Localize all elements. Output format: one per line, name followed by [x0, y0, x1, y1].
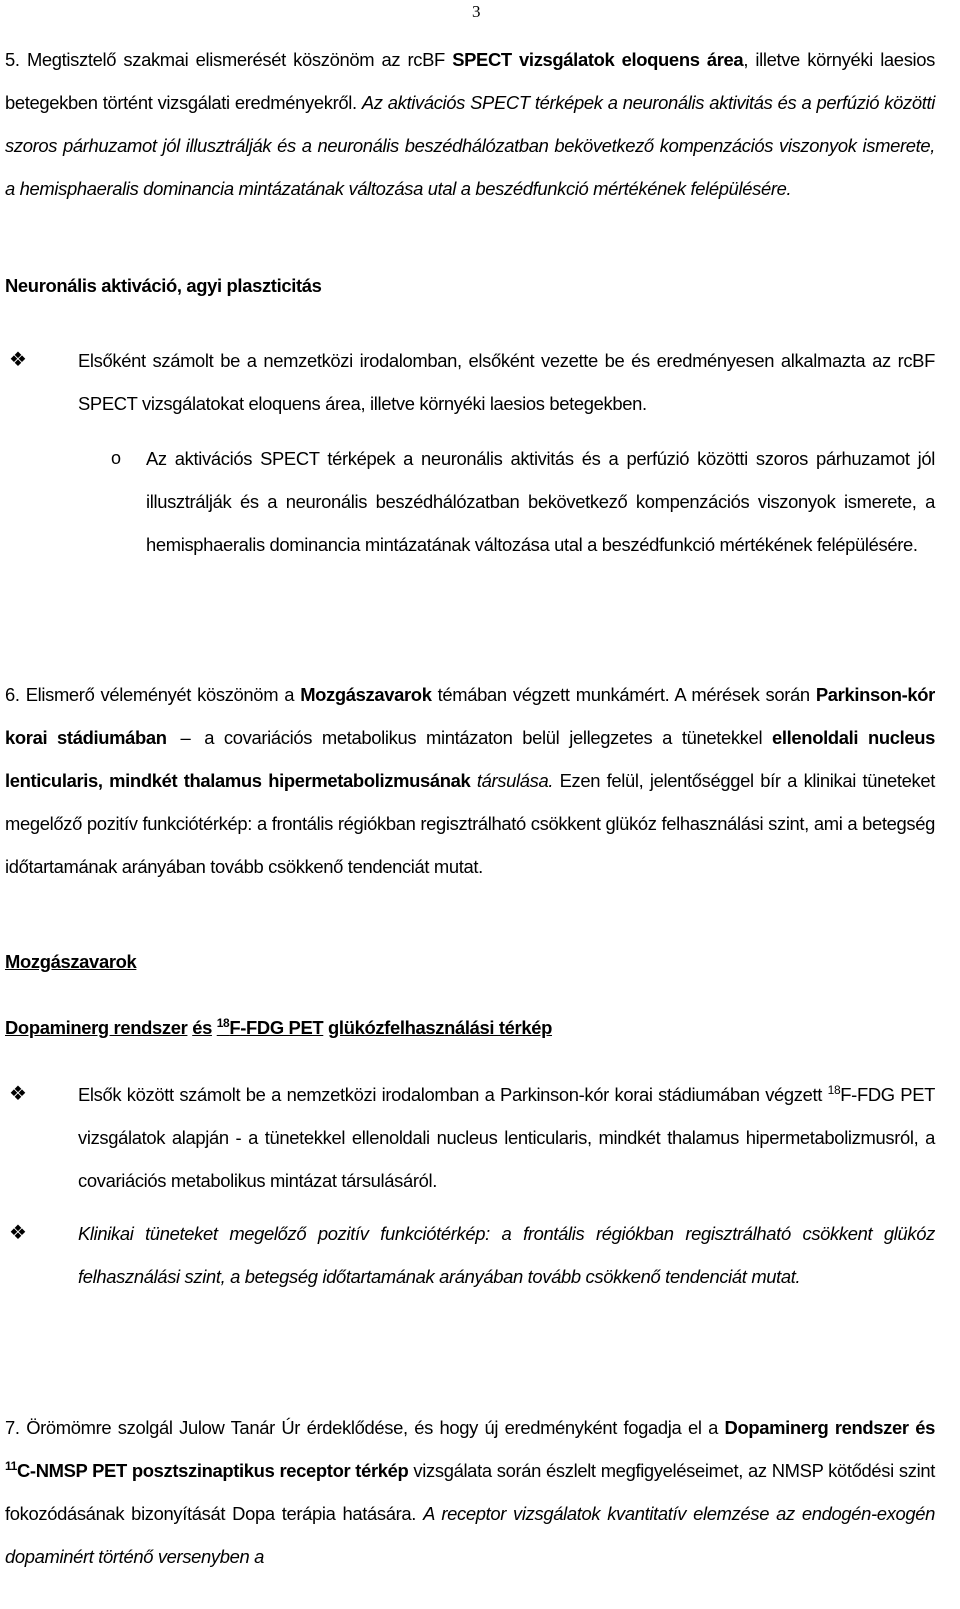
diamond-bullet-icon: ❖	[9, 349, 27, 371]
sub-bullet-1-text: Az aktivációs SPECT térképek a neuronális aktivitás és a perfúzió közötti szoros párhuzamot jól illusztrálják és a neuronális beszédhálózatban bekövetkező kompenzációs viszonyok ismerete, a hemisphaeralis dominancia mintázatának változása utal a beszédfunkció mértékének felépülésére.	[146, 448, 935, 555]
section-5-italic: Az aktivációs SPECT térképek a neuronális aktivitás és a perfúzió közötti szoros párhuzamot jól illusztrálják és a neuronális beszédhálózatban bekövetkező kompenzációs viszonyok ismerete, a hemisphaeralis dominancia mintázatának változása utal a beszédfunkció mértékének felépülésére.	[5, 92, 935, 199]
section-6-mid: témában végzett munkámért.	[437, 684, 670, 705]
section-7-bold2: C-NMSP PET posztszinaptikus receptor térkép	[17, 1460, 409, 1481]
bullet-2-part2: F-FDG PET vizsgálatok alapján - a tünetekkel ellenoldali nucleus lenticularis, mindkét thalamus hipermetabolizmusról, a covariációs metabolikus mintázat társulásáról.	[78, 1084, 936, 1191]
bullet-item-1	[5, 339, 935, 425]
section-6-bold3: ellenoldali nucleus lenticularis, mindkét thalamus hipermetabolizmusának	[5, 727, 935, 791]
section-7-number: 7.	[5, 1417, 20, 1438]
section-6-bold2: Parkinson-kór korai stádiumában	[5, 684, 935, 748]
section-7-sup: 11	[5, 1459, 17, 1473]
section-5-number: 5.	[5, 49, 20, 70]
bullet-2-text	[78, 1073, 935, 1202]
section-5-paragraph	[5, 38, 935, 210]
section-5-intro: Megtisztelő szakmai elismerését köszönöm az rcBF	[26, 49, 445, 70]
section-6-dash: –	[180, 727, 191, 748]
section-6-number: 6.	[5, 684, 20, 705]
heading-dopa-part2: és	[192, 1017, 212, 1038]
bullet-3-text: Klinikai tüneteket megelőző pozitív funkciótérkép: a frontális régiókban regisztrálható csökkent glükóz felhasználási szint, a betegség időtartamának arányában tovább csökkenő tendenciát mutat.	[78, 1223, 935, 1287]
section-6-paragraph	[5, 673, 935, 888]
section-6-intro: Elismerő véleményét köszönöm a	[25, 684, 295, 705]
section-7-intro: Örömömre szolgál Julow Tanár Úr érdeklődése, és hogy új eredményként fogadja el a	[26, 1417, 718, 1438]
section-5-rest: , illetve környéki laesios betegekben történt vizsgálati eredményekről.	[5, 49, 935, 113]
heading-dopa-part1: Dopaminerg rendszer	[5, 1017, 188, 1038]
page-number: 3	[472, 2, 481, 21]
section-6-mid2: A mérések során	[674, 684, 810, 705]
heading-dopaminerg	[5, 1017, 552, 1039]
heading-dopa-sup: 18	[216, 1016, 230, 1030]
heading-mozgaszavarok: Mozgászavarok	[5, 951, 137, 972]
section-5-topic: SPECT vizsgálatok eloquens área	[452, 49, 744, 70]
section-6-topic: Mozgászavarok	[300, 684, 432, 705]
circle-bullet-icon: o	[111, 448, 122, 468]
heading-dopa-part4: glükózfelhasználási térkép	[328, 1017, 552, 1038]
sub-bullet-item-1	[78, 437, 935, 566]
heading-dopa-part3: F-FDG PET	[229, 1017, 324, 1038]
bullet-2-sup: 18	[827, 1083, 841, 1097]
section-6-mid3: a covariációs metabolikus mintázaton belül jellegzetes a tünetekkel	[204, 727, 763, 748]
bullet-2-part1: Elsők között számolt be a nemzetközi irodalomban a Parkinson-kór korai stádiumában végzett	[78, 1084, 823, 1105]
diamond-bullet-icon: ❖	[9, 1222, 27, 1244]
section-7-italic: A receptor vizsgálatok kvantitatív elemzése az endogén-exogén dopaminért történő versenyben a	[5, 1503, 935, 1567]
bullet-1-text: Elsőként számolt be a nemzetközi irodalomban, elsőként vezette be és eredményesen alkalmazta az rcBF SPECT vizsgálatokat eloquens área, illetve környéki laesios betegekben.	[78, 350, 935, 414]
section-6-rest: Ezen felül, jelentőséggel bír a klinikai tüneteket megelőző pozitív funkciótérkép: a frontális régiókban regisztrálható csökkent glükóz felhasználási szint, ami a betegség időtartamának arányában tovább csökkenő tendenciát mutat.	[5, 770, 935, 877]
heading-neuronalis: Neuronális aktiváció, agyi plaszticitás	[5, 275, 322, 296]
section-7-rest: vizsgálata során észlelt megfigyeléseimet, az NMSP kötődési szint fokozódásának bizonyítását Dopa terápia hatására.	[5, 1460, 935, 1524]
bullet-item-2	[5, 1073, 935, 1202]
section-7-paragraph	[5, 1406, 935, 1578]
section-7-bold1: Dopaminerg rendszer és	[724, 1417, 936, 1438]
section-6-italic3: társulása.	[476, 770, 554, 791]
bullet-item-3	[5, 1212, 935, 1298]
diamond-bullet-icon: ❖	[9, 1083, 27, 1105]
